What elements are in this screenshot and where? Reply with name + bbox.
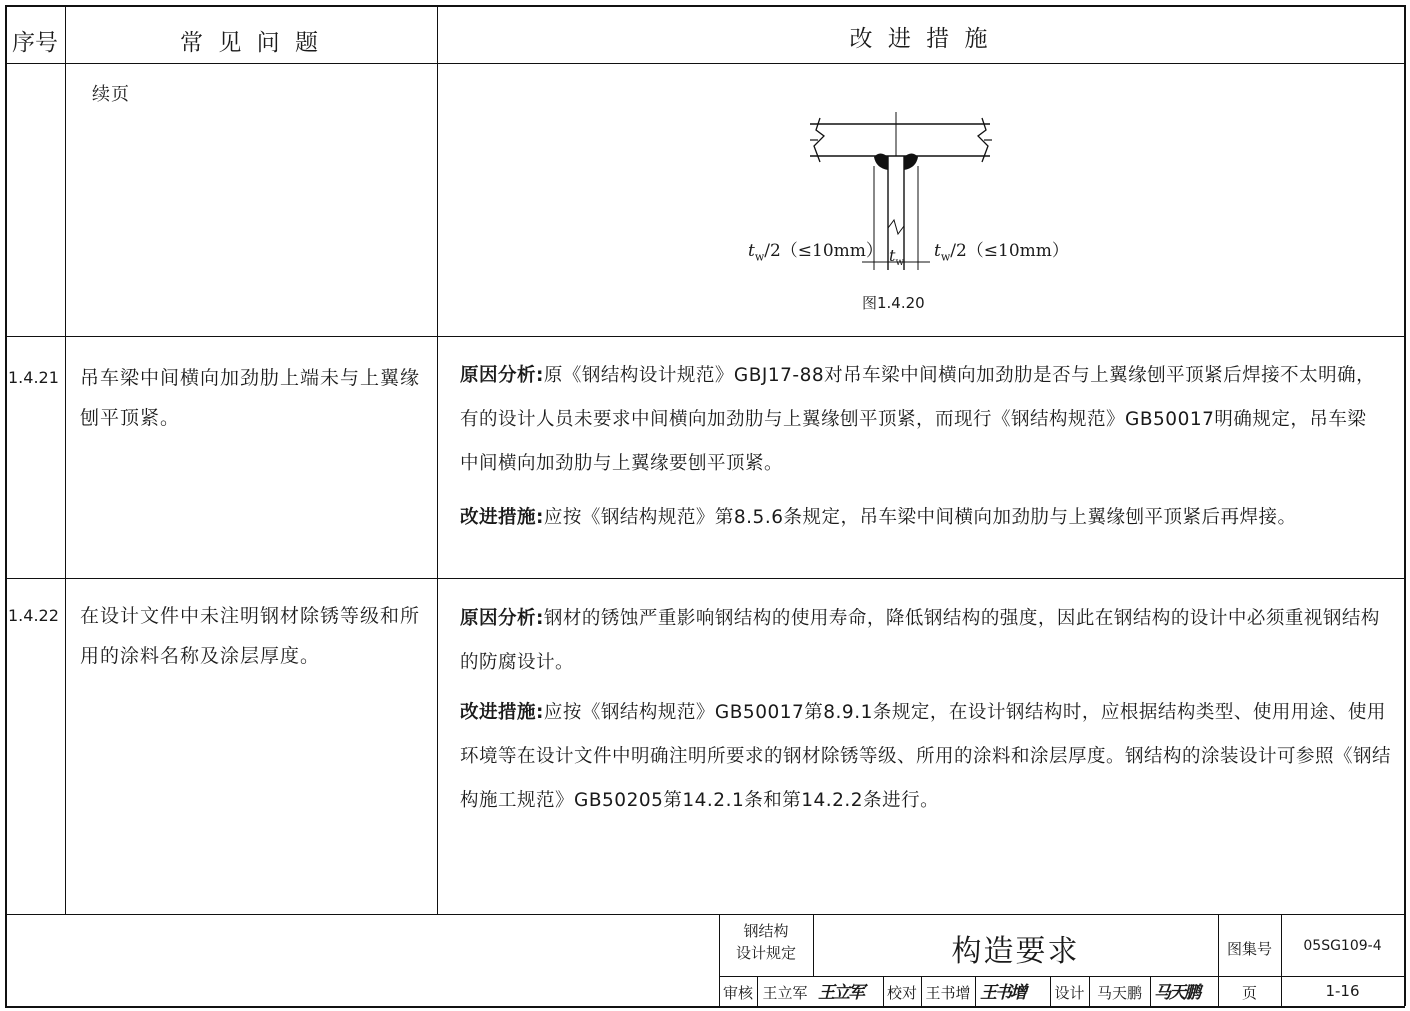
right-border xyxy=(1404,5,1406,1006)
tb-mid-line xyxy=(719,976,1404,977)
row2-measure-text: 应按《钢结构规范》GB50017第8.9.1条规定，在设计钢结构时，应根据结构类型、使用用途、使用环境等在设计文件中明确注明所要求的钢材除锈等级、所用的涂料和涂层厚度。钢结构的涂装设计可参照《钢结构施工规范》GB50205第14.2.1条和第14.2.2条进行。 xyxy=(460,702,1392,811)
row1-no: 1.4.21 xyxy=(8,368,59,387)
tb-design-signature: 马天鹏 xyxy=(1154,983,1199,1003)
header-problem: 常 见 问 题 xyxy=(180,30,322,56)
header-no: 序号 xyxy=(12,30,58,56)
row2-problem: 在设计文件中未注明钢材除锈等级和所用的涂料名称及涂层厚度。 xyxy=(80,605,421,667)
row2-cause xyxy=(460,597,1385,685)
row0-problem: 续页 xyxy=(92,84,130,105)
tb-review-name: 王立军 xyxy=(762,984,808,1002)
figure-label-mid xyxy=(889,246,904,268)
weld-detail-figure xyxy=(780,110,1100,310)
header-measure: 改 进 措 施 xyxy=(849,26,992,52)
row1-cause xyxy=(460,354,1385,486)
tb-category-line1: 钢结构 xyxy=(743,922,789,940)
figure-label-right-sub: w xyxy=(940,250,951,264)
tb-review-signature: 王立军 xyxy=(818,983,863,1003)
row2-no: 1.4.22 xyxy=(8,606,59,625)
row2-measure xyxy=(460,691,1395,823)
tb-r2-d7 xyxy=(1150,976,1151,1006)
col-problem-divider xyxy=(437,5,438,914)
left-border xyxy=(5,5,7,1006)
row2-cause-text: 钢材的锈蚀严重影响钢结构的使用寿命，降低钢结构的强度，因此在钢结构的设计中必须重视钢结构的防腐设计。 xyxy=(460,608,1380,673)
tb-title: 构造要求 xyxy=(951,934,1080,969)
figure-caption: 图1.4.20 xyxy=(862,294,925,312)
table-top-border xyxy=(5,5,1405,7)
tb-review-label: 审核 xyxy=(722,984,753,1002)
row2-cause-label: 原因分析: xyxy=(460,608,544,629)
figure-label-left xyxy=(748,236,883,263)
table-bottom-border xyxy=(5,914,1405,915)
figure-label-mid-sub: w xyxy=(895,257,904,269)
figure-label-left-sub: w xyxy=(754,250,765,264)
row2-measure-label: 改进措施: xyxy=(460,702,544,723)
row1-measure xyxy=(460,496,1385,540)
tb-category-line2: 设计规定 xyxy=(735,944,796,962)
tb-page-no: 1-16 xyxy=(1325,982,1360,1000)
tb-r2-d4 xyxy=(975,976,976,1006)
figure-label-left-rest: /2（≤10mm） xyxy=(764,241,883,261)
tb-category xyxy=(719,920,813,964)
tb-check-name: 王书增 xyxy=(925,984,971,1002)
row1-cause-label: 原因分析: xyxy=(460,365,544,386)
row1-problem: 吊车梁中间横向加劲肋上端未与上翼缘刨平顶紧。 xyxy=(80,367,421,429)
row1-bottom-border xyxy=(5,578,1405,579)
figure-label-mid-t: t xyxy=(889,246,896,265)
figure-label-right xyxy=(934,236,1069,263)
tb-atlas-label: 图集号 xyxy=(1226,940,1272,958)
tb-page-label: 页 xyxy=(1241,984,1257,1002)
row0-bottom-border xyxy=(5,336,1405,337)
header-bottom-border xyxy=(5,63,1405,64)
tb-design-name: 马天鹏 xyxy=(1096,984,1142,1002)
row1-measure-text: 应按《钢结构规范》第8.5.6条规定，吊车梁中间横向加劲肋与上翼缘刨平顶紧后再焊接。 xyxy=(543,507,1297,528)
page-bottom-border xyxy=(5,1006,1405,1008)
row1-measure-label: 改进措施: xyxy=(460,507,544,528)
figure-label-left-t: t xyxy=(748,241,755,261)
tb-design-label: 设计 xyxy=(1054,984,1085,1002)
figure-label-right-rest: /2（≤10mm） xyxy=(950,241,1069,261)
figure-label-right-t: t xyxy=(934,241,941,261)
tb-check-label: 校对 xyxy=(886,984,917,1002)
col-no-divider xyxy=(65,5,66,914)
row1-cause-text: 原《钢结构设计规范》GBJ17-88对吊车梁中间横向加劲肋是否与上翼缘刨平顶紧后焊接不太明确，有的设计人员未要求中间横向加劲肋与上翼缘刨平顶紧，而现行《钢结构规范》GB50017明确规定，吊车梁中间横向加劲肋与上翼缘要刨平顶紧。 xyxy=(460,365,1376,474)
tb-check-signature: 王书增 xyxy=(980,983,1025,1003)
tb-atlas-no: 05SG109-4 xyxy=(1303,938,1382,954)
